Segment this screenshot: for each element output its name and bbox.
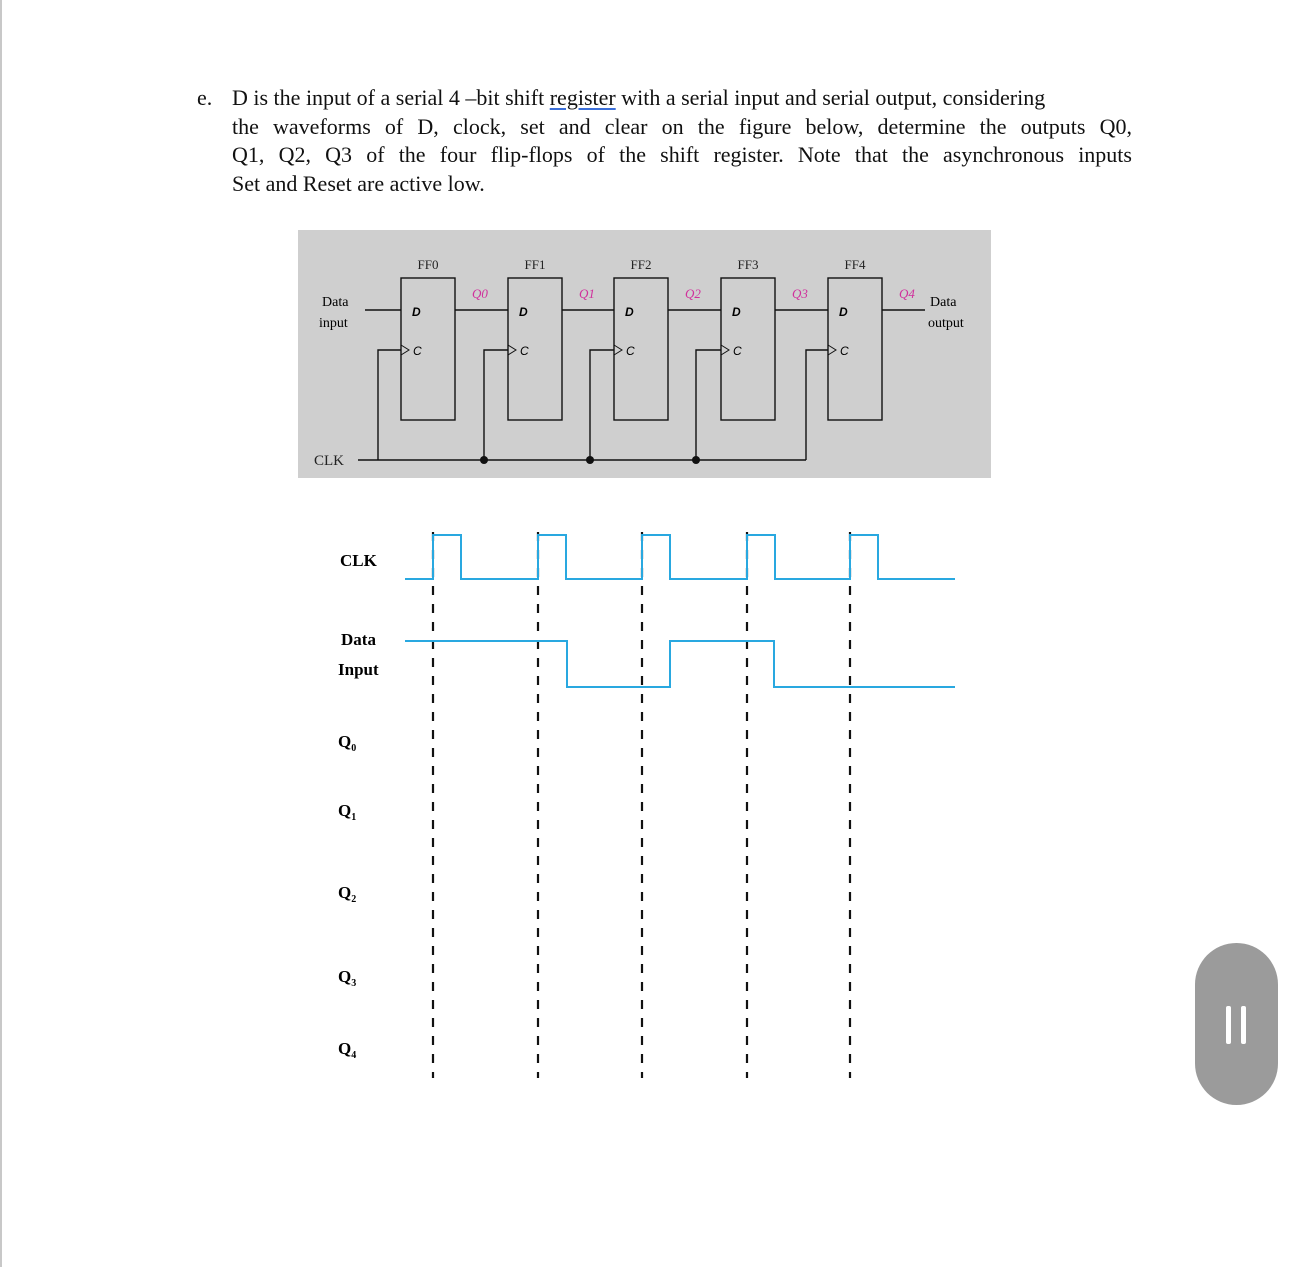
flipflop-name: FF4 xyxy=(844,257,866,272)
d-pin-label: D xyxy=(839,305,848,319)
data-output-label: Data xyxy=(930,295,957,310)
q-signal-label: $Q_1$ xyxy=(338,801,357,823)
data-output-label: output xyxy=(928,316,964,331)
c-pin-label: C xyxy=(520,344,529,358)
q-output-label: Q0 xyxy=(472,286,488,301)
flipflop-name: FF3 xyxy=(737,257,759,272)
data-input-label: Data xyxy=(322,295,349,310)
d-pin-label: D xyxy=(732,305,741,319)
q-signal-label: $Q_4$ xyxy=(338,1039,357,1061)
spellcheck-word[interactable]: register xyxy=(549,85,616,110)
question-line-3: Q1, Q2, Q3 of the four flip-flops of the shift register. Note that the asynchronous inputs xyxy=(232,142,1132,167)
d-pin-label: D xyxy=(519,305,528,319)
clk-waveform xyxy=(405,535,955,579)
d-pin-label: D xyxy=(625,305,634,319)
q-signal-label: $Q_2$ xyxy=(338,883,357,905)
q-output-label: Q3 xyxy=(792,286,808,301)
d-pin-label: D xyxy=(412,305,421,319)
q-output-label: Q4 xyxy=(899,286,915,301)
flipflop-name: FF2 xyxy=(630,257,652,272)
data-signal-label: Data xyxy=(341,630,376,649)
data-input-label: input xyxy=(319,316,348,331)
data-signal-label: Input xyxy=(338,660,379,679)
flipflop-name: FF0 xyxy=(417,257,439,272)
question-letter: e. xyxy=(197,85,213,110)
q-output-label: Q2 xyxy=(685,286,701,301)
flipflop-name: FF1 xyxy=(524,257,546,272)
q-output-label: Q1 xyxy=(579,286,595,301)
c-pin-label: C xyxy=(413,344,422,358)
scroll-handle[interactable] xyxy=(1195,943,1278,1105)
clk-label: CLK xyxy=(314,453,344,469)
question-line-4: Set and Reset are active low. xyxy=(232,170,485,196)
q-signal-label: $Q_3$ xyxy=(338,967,357,989)
c-pin-label: C xyxy=(733,344,742,358)
q-signal-label: $Q_0$ xyxy=(338,732,357,754)
question-line-2: the waveforms of D, clock, set and clear on the figure below, determine the outputs Q0, xyxy=(232,113,1132,139)
c-pin-label: C xyxy=(626,344,635,358)
data-waveform xyxy=(405,641,955,687)
c-pin-label: C xyxy=(840,344,849,358)
question-line-1: D is the input of a serial 4 –bit shift register with a serial input and serial output, considering xyxy=(232,85,1046,110)
clk-signal-label: CLK xyxy=(340,551,377,570)
